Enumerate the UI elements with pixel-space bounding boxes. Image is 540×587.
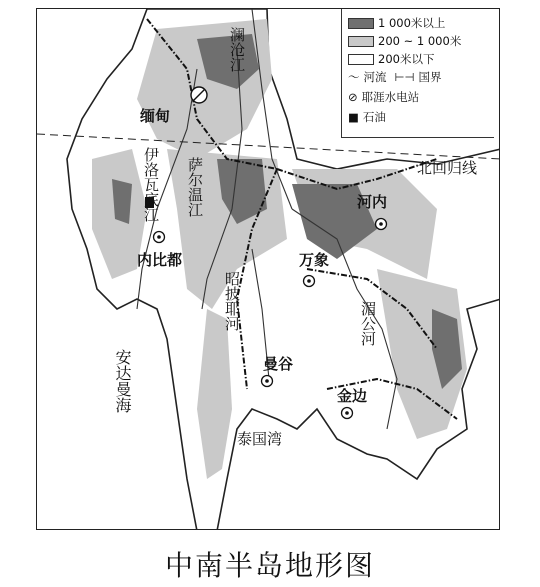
border-icon: ⊢⊣ [394, 70, 415, 84]
label-bangkok: 曼谷 [263, 355, 294, 373]
legend-mid-swatch [348, 36, 374, 47]
legend-hydro: ⊘ 耶涯水电站 [348, 90, 420, 104]
legend-river-border: 〜 河流 ⊢⊣ 国界 [348, 70, 442, 84]
legend-mid: 200 ~ 1 000米 [348, 33, 461, 49]
oil-icon: ■ [348, 110, 359, 124]
map-frame [36, 8, 500, 530]
label-chao-phraya-river: 昭披耶河 [223, 271, 241, 331]
label-tropic: 北回归线 [417, 159, 478, 177]
legend-low-swatch [348, 54, 374, 65]
label-andaman-sea: 安达曼海 [113, 349, 132, 413]
label-phnompenh: 金边 [337, 387, 368, 405]
legend-high: 1 000米以上 [348, 15, 445, 31]
label-naypyidaw: 内比都 [137, 251, 183, 269]
label-vientiane: 万象 [299, 251, 330, 269]
river-icon: 〜 [348, 70, 360, 84]
hydro-station-symbol [191, 87, 207, 103]
label-lancang-river: 澜沧江 [228, 27, 246, 72]
label-hanoi: 河内 [357, 193, 388, 211]
legend-high-swatch [348, 18, 374, 29]
label-gulf-of-thailand: 泰国湾 [237, 430, 283, 448]
map-legend [341, 9, 494, 138]
label-myanmar: 缅甸 [140, 107, 171, 125]
legend-low: 200米以下 [348, 51, 434, 67]
label-mekong-river: 湄公河 [359, 301, 377, 346]
map-caption: 中南半岛地形图 [164, 549, 375, 582]
hydro-icon: ⊘ [348, 90, 358, 104]
label-irrawaddy-river: 伊洛瓦底江 [142, 147, 160, 222]
label-salween-river: 萨尔温江 [186, 157, 204, 217]
legend-oil: ■ 石油 [348, 110, 386, 124]
